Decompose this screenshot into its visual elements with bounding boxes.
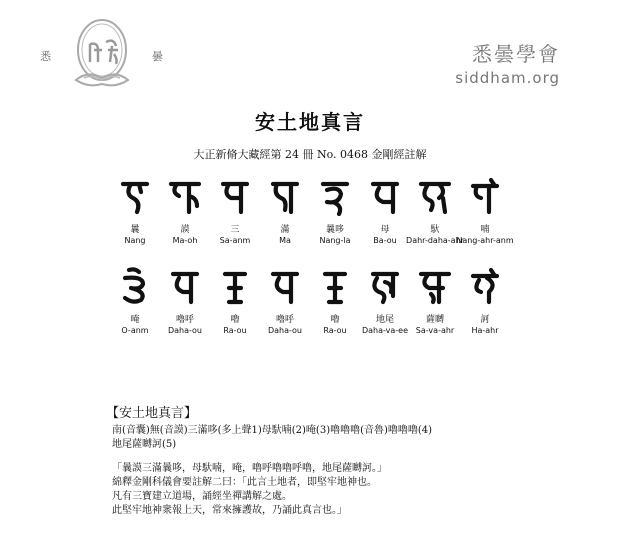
- syllable-cell: [160, 266, 210, 335]
- siddham-glyph-icon: [117, 266, 153, 306]
- romanization: Nang: [124, 236, 146, 245]
- siddham-glyph-icon: [467, 266, 503, 306]
- syllable-cell: [460, 266, 510, 335]
- han-reading: 滿: [280, 225, 290, 235]
- siddham-glyph-icon: [317, 266, 353, 306]
- syllable-cell: [406, 176, 464, 245]
- romanization: Ra-ou: [223, 326, 247, 335]
- romanization: Ma: [279, 236, 291, 245]
- syllable-cell: [210, 176, 260, 245]
- romanization: Dahr-daha-ahr: [406, 236, 464, 245]
- romanization: Sa-anm: [219, 236, 251, 245]
- siddham-glyph-icon: [167, 266, 203, 306]
- syllable-cell: [210, 266, 260, 335]
- romanization: Ra-ou: [323, 326, 347, 335]
- phonetic-line-1: 南(音囊)無(音謨)三滿哆(多上聲1)母馱喃(2)唵(3)嚕嚕嚕(音魯)嚕嚕嚕(4): [112, 425, 433, 436]
- romanization: Ha-ahr: [471, 326, 499, 335]
- page-title: 安土地真言: [255, 110, 365, 134]
- syllable-cell: [360, 176, 410, 245]
- han-reading: 地尾: [375, 315, 394, 325]
- han-reading: 訶: [480, 315, 490, 325]
- section-heading: 【安土地真言】: [106, 406, 198, 421]
- header-logo: [28, 10, 178, 90]
- siddham-glyph-icon: [467, 176, 503, 216]
- syllable-row-2: [110, 266, 510, 335]
- syllable-cell: [260, 176, 310, 245]
- han-reading: 嚕呼: [275, 315, 294, 325]
- han-reading: 母: [380, 225, 390, 235]
- han-reading: 謨: [180, 225, 190, 235]
- site-name: 悉曇學會: [472, 42, 560, 66]
- han-reading: 嚕: [330, 315, 340, 325]
- romanization: Daha-va-ee: [361, 326, 409, 335]
- han-reading: 喃: [480, 225, 490, 235]
- romanization: Ma-oh: [172, 236, 198, 245]
- han-reading: 薩嚩: [425, 315, 444, 325]
- site-url: siddham.org: [455, 69, 560, 87]
- romanization: Daha-ou: [167, 326, 203, 335]
- syllable-row-1: [110, 176, 514, 245]
- phonetic-notes: [112, 424, 432, 452]
- syllable-cell: [110, 176, 160, 245]
- syllable-cell: [360, 266, 410, 335]
- han-reading: 三: [230, 225, 240, 235]
- han-reading: 曩: [130, 225, 140, 235]
- siddham-glyph-icon: [167, 176, 203, 216]
- syllable-cell: [310, 176, 360, 245]
- phonetic-line-2: 地尾薩嚩訶(5): [112, 439, 177, 450]
- romanization: Nang-ahr-anm: [456, 236, 514, 245]
- syllable-cell: [260, 266, 310, 335]
- siddham-glyph-icon: [417, 176, 453, 216]
- syllable-cell: [456, 176, 514, 245]
- site-branding: [455, 38, 560, 87]
- syllable-cell: [160, 176, 210, 245]
- source-citation: 大正新脩大藏經第 24 冊 No. 0468 金剛經註解: [193, 148, 427, 161]
- commentary-line-4: 此堅牢地神衆報上天，常來擁護故，乃誦此真言也。」: [112, 505, 347, 516]
- commentary-line-1: 「曩謨三滿曩哆，母馱喃，唵，嚕呼嚕嚕呼嚕，地尾薩嚩訶。」: [112, 463, 387, 474]
- logo-left-char: 悉: [40, 50, 51, 63]
- han-reading: 唵: [130, 315, 140, 325]
- han-reading: 嚕呼: [175, 315, 194, 325]
- siddham-glyph-icon: [417, 266, 453, 306]
- syllable-cell: [110, 266, 160, 335]
- siddham-glyph-icon: [217, 266, 253, 306]
- siddham-glyph-icon: [217, 176, 253, 216]
- siddham-glyph-icon: [367, 266, 403, 306]
- siddham-glyph-icon: [267, 176, 303, 216]
- lotus-seal-icon: [62, 16, 142, 94]
- commentary-line-3: 凡有三寶建立道場，誦經坐禪講解之處。: [112, 491, 292, 502]
- romanization: Daha-ou: [267, 326, 303, 335]
- syllable-cell: [410, 266, 460, 335]
- siddham-glyph-icon: [367, 176, 403, 216]
- han-reading: 馱: [430, 225, 440, 235]
- han-reading: 嚕: [230, 315, 240, 325]
- romanization: Ba-ou: [373, 236, 397, 245]
- romanization: Sa-va-ahr: [415, 326, 455, 335]
- siddham-glyph-icon: [267, 266, 303, 306]
- commentary-line-2: 綿釋金剛科儀會要註解二曰：「此言土地者，即堅牢地神也。: [112, 477, 377, 488]
- logo-right-char: 曇: [152, 50, 163, 63]
- romanization: O-anm: [121, 326, 149, 335]
- romanization: Nang-la: [319, 236, 351, 245]
- siddham-glyph-icon: [117, 176, 153, 216]
- commentary: [112, 462, 387, 518]
- han-reading: 曩哆: [325, 225, 344, 235]
- siddham-glyph-icon: [317, 176, 353, 216]
- syllable-cell: [310, 266, 360, 335]
